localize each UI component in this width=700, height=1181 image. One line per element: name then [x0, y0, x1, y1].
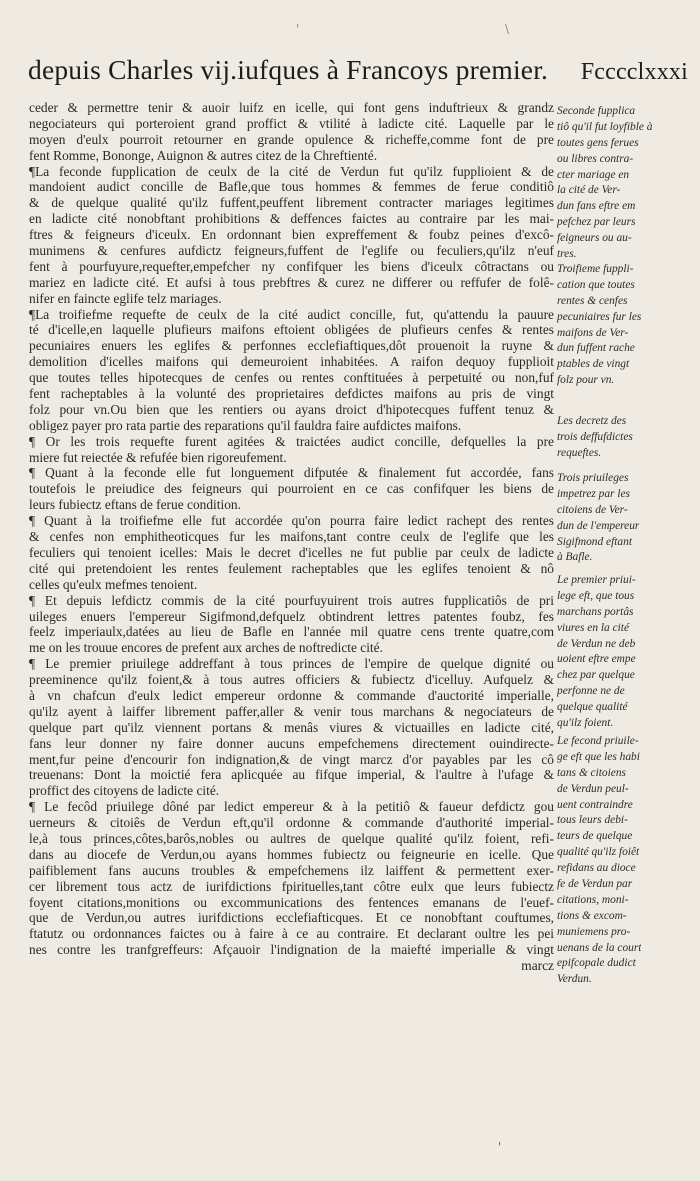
margin-note-line: tres.	[557, 248, 577, 261]
margin-note-line: tiô qu'il fut loyfible à	[557, 120, 653, 133]
margin-note-line: uoient eftre empe	[557, 653, 636, 666]
margin-note-line: cation que toutes	[557, 278, 635, 291]
text-line: té d'icelle,en laquelle plufieurs maifons eftoient obligées de plufieurs cenfes & rentes	[29, 322, 554, 338]
text-line: miere fut reiectée & refufée bien rigoreufement.	[29, 449, 287, 465]
text-line: ceder & permettre tenir & auoir luifz en icelle, qui font gens induftrieux & grandz	[29, 100, 554, 115]
margin-note-line: Le fecond priuile-	[557, 735, 639, 747]
main-text-column	[29, 100, 554, 974]
margin-note	[557, 104, 652, 263]
text-line: proffict des citoyens de ladicte cité.	[29, 783, 220, 799]
margin-note-line: tions & excom-	[557, 909, 627, 922]
text-line: leurs fubiectz eftans de ferue condition.	[29, 497, 241, 513]
margin-note-line: Verdun.	[557, 973, 592, 986]
text-line: en ladicte cité nonobftant prohibitions & deffences faictes au contraire par les mai-	[29, 211, 554, 227]
margin-note-line: citoiens de Ver-	[557, 503, 628, 516]
margin-note-line: ou libres contra-	[557, 152, 634, 165]
text-line: feelz imperiaulx,datées au lieu de Bafle en l'année mil quatre cens trente quatre,com	[29, 624, 554, 640]
margin-note-line: refidans au dioce	[557, 862, 636, 875]
margin-note-line: de Verdun ne deb	[557, 637, 636, 650]
margin-note-line: dun fans eftre em	[557, 200, 636, 213]
margin-note	[557, 414, 633, 462]
margin-note-line: ge eft que les habi	[557, 750, 640, 763]
text-line: paifiblement fans aucuns troubles & empefchemens ilz laiffent & permettent exer-	[29, 862, 554, 878]
text-line: obligez payer pro rata partie des reparations qu'il fauldra faire aufdictes maifons.	[29, 417, 462, 433]
margin-note-line: requeftes.	[557, 446, 602, 459]
text-line: ftres & feigneurs d'iceulx. En ordonnant bien expreffement & foubz peines d'excô-	[29, 227, 554, 243]
text-line: ¶ Or les trois requefte furent agitées & traictées audict concille, defquelles la pre	[29, 433, 554, 449]
text-line: quelque part qu'ilz viennent portans & menâs viures & victuailles en ladicte cité,	[29, 719, 554, 735]
margin-note-line: teurs de quelque	[557, 830, 633, 843]
margin-note-line: uent contraindre	[557, 798, 633, 811]
text-line: à vn chafcun d'eulx ledict empereur ordonne & commande d'auctorité imperialle,	[29, 687, 554, 703]
text-line: marcz	[521, 958, 554, 974]
margin-note-line: quelque qualité	[557, 701, 628, 714]
margin-note-line: folz pour vn.	[557, 374, 615, 387]
margin-note-line: marchans portâs	[557, 605, 634, 618]
margin-note-line: Troifieme fuppli-	[557, 263, 634, 275]
margin-note-line: Sigifmond eftant	[557, 535, 632, 548]
margin-note-line: dun de l'empereur	[557, 519, 640, 532]
text-line: que toutes telles hipotecques de cenfes ou rentes conftituées à perpetuité ou non,fuf	[29, 370, 554, 386]
margin-note-line: trois deffufdictes	[557, 430, 633, 443]
margin-note-line: à Bafle.	[557, 551, 593, 564]
text-line: ftatutz ou ordonnances faictes ou à faire à ce au contraire. Et declarant oultre les pei	[29, 926, 554, 942]
text-line: ¶ Le fecôd priuilege dôné par ledict empereur & à la petitiô & faueur defdictz gou	[29, 799, 554, 815]
bottom-mark: '	[498, 1140, 502, 1154]
text-line: que de Verdun,ou autres iurifdictions ecclefiafticques. Et ce nonobftant couftumes,	[29, 910, 554, 926]
running-head	[28, 54, 688, 86]
text-line: uileges enuers l'empereur Sigifmond,defquelz obtindrent lettres patentes foubz, fes	[29, 608, 554, 624]
margin-note-line: ptables de vingt	[557, 358, 630, 371]
corner-mark-right: \	[505, 22, 510, 36]
margin-note-line: tans & citoiens	[557, 766, 626, 779]
text-line: toutefois le preiudice des feigneurs qui pourroient en ce cas confifquer les biens de	[29, 481, 554, 497]
text-line: cer librement tous actz de iurifdictions fpirituelles,tant côtre eulx que leurs fubiectz	[29, 878, 554, 894]
text-line: moyen d'eulx pourroit retourner en grande opulence & richeffe,comme font de pre	[29, 131, 554, 147]
text-line: mariez en ladicte cité. Et aufsi à tous prebftres & curez ne differer ou reffufer de folê-	[29, 274, 554, 290]
margin-note-line: epifcopale dudict	[557, 957, 636, 970]
margin-note-line: toutes gens ferues	[557, 136, 639, 149]
margin-note-line: chez par quelque	[557, 669, 635, 682]
margin-note	[557, 734, 641, 988]
margin-note-line: rentes & cenfes	[557, 294, 628, 307]
margin-note-line: pefchez par leurs	[557, 216, 636, 229]
margin-note-line: maifons de Ver-	[557, 326, 629, 339]
text-line: mandoient audict concille de Bafle,que tous hommes & femmes de ferue conditiô	[29, 179, 554, 195]
margin-note-line: tous leurs debi-	[557, 814, 628, 827]
margin-note-line: fe de Verdun par	[557, 878, 633, 891]
text-line: celles qu'eulx mefmes tenoient.	[29, 576, 198, 592]
text-line: me on les trouue encores de prefent aux arches de noftredicte cité.	[29, 640, 383, 656]
text-line: demolition d'icelles maifons qui demeuroient inhabitées. A raifon dequoy fupplioit	[29, 354, 554, 370]
text-line: nifer en faincte eglife telz mariages.	[29, 290, 222, 306]
text-line: folz pour vn.Ou bien que les rentiers ou ayans droict d'hipotecques fuffent tenuz &	[29, 401, 554, 417]
margin-note-line: uenans de la court	[557, 941, 642, 954]
margin-note-line: la cité de Ver-	[557, 184, 621, 197]
text-line: qu'ilz ayent à laiffer librement paffer,aller & venir tous marchans & negociateurs de	[29, 703, 554, 719]
margin-note-line: de Verdun peul-	[557, 782, 629, 795]
margin-note-line: citations, moni-	[557, 893, 629, 906]
margin-note-line: qualité qu'ilz foiêt	[557, 846, 640, 859]
margin-note-line: dun fuffent rache	[557, 342, 635, 355]
text-line: feculiers qui tenoient icelles: Mais le decret d'icelles ne fut publie par ceulx de ladicte	[29, 544, 554, 560]
text-line: ¶La troifiefme requefte de ceulx de la cité audict concille, fut, qu'attendu la pauure	[29, 306, 554, 322]
text-line: negociateurs qui porteroient grand proffict & vtilité à ladicte cité. Laquelle par le	[29, 115, 554, 131]
folio-number: Fcccclxxxi	[580, 59, 688, 85]
margin-note-line: viures en la cité	[557, 621, 630, 634]
text-line: ¶ Le premier priuilege addreffant à tous princes de l'empire de quelque dignité ou	[29, 656, 554, 672]
margin-note-line: pecuniaires fur les	[557, 310, 642, 323]
margin-note	[557, 471, 639, 566]
margin-note-line: Les decretz des	[557, 415, 627, 427]
text-line: fent à pourfuyure,requefter,empefcher ny confifquer les biens d'iceulx côtractans ou	[29, 258, 554, 274]
text-line: ¶La feconde fupplication de ceulx de la cité de Verdun fut qu'ilz fupplioient & de	[29, 163, 554, 179]
text-line: dans au diocefe de Verdun,ou ayans hommes fubiectz ou feigneurie en icelle. Que	[29, 846, 554, 862]
margin-note-line: feigneurs ou au-	[557, 232, 632, 245]
text-line: fans leur donner ny faire donner aucuns empefchemens directement ouindirecte-	[29, 735, 554, 751]
text-line: ¶ Et depuis lefdictz commis de la cité pourfuyuirent trois autres fupplicatiôs de pri	[29, 592, 554, 608]
text-line: ¶ Quant à la feconde elle fut longuement difputée & finalement fut accordée, fans	[29, 465, 554, 481]
margin-note-line: lege eft, que tous	[557, 589, 635, 602]
text-line: treuenans: Dont la moictié fera aplicquée au fifque imperial, & l'aultre à l'ufage &	[29, 767, 554, 783]
text-line: uerneurs & citoiês de Verdun eft,qu'il ordonne & commande d'authorité imperial-	[29, 815, 554, 831]
text-line: pecuniaires enuers les eglifes & perfonnes ecclefiaftiques,dôt prouenoit la ruyne &	[29, 338, 554, 354]
text-line: & cenfes non emphitheoticques fur les maifons,tant contre ceulx de l'eglife que les	[29, 529, 554, 545]
margin-note-line: Seconde fupplica	[557, 105, 636, 117]
margin-note-line: Le premier priui-	[557, 574, 636, 586]
text-line: munimens & cenfures aufdictz feigneurs,fuffent de l'eglife ou feculiers,qu'ilz n'euf	[29, 243, 554, 259]
text-line: & de quelque qualité qu'ilz fuffent,peuffent librement contracter mariages legitimes	[29, 195, 554, 211]
margin-note-line: cter mariage en	[557, 168, 630, 181]
text-line: fent racheptables à la volunté des proprietaires defdictes maifons au pris de vingt	[29, 386, 554, 402]
margin-note	[557, 573, 636, 732]
text-line: fent Romme, Bononge, Auignon & autres citez de la Chreftienté.	[29, 147, 378, 163]
running-head-title: depuis Charles vij.iufques à Francoys premier.	[28, 54, 549, 85]
corner-mark-left: '	[296, 22, 300, 36]
text-line: foyent citations,monitions ou excommunications des fentences emanans de l'euef-	[29, 894, 554, 910]
margin-note-line: Trois priuileges	[557, 472, 629, 484]
text-line: ¶ Quant à la troifiefme elle fut accordée qu'on pourra faire ledict rachept des rentes	[29, 513, 554, 529]
text-line: nes contre les tranfgreffeurs: Afçauoir l'indignation de la maiefté imperialle & vingt	[29, 942, 554, 958]
margin-note-line: impetrez par les	[557, 487, 630, 500]
text-line: le,à tous princes,côtes,barôs,nobles ou aultres de quelque qualité qu'ilz foient, refi-	[29, 830, 554, 846]
margin-note-line: qu'ilz foient.	[557, 717, 614, 730]
text-line: ment,fur peine d'encourir fon indignation,& de vingt marcz d'or payables par les cô	[29, 751, 554, 767]
margin-note-line: muniemens pro-	[557, 925, 631, 938]
margin-note-line: perfonne ne de	[557, 685, 625, 698]
margin-note	[557, 262, 641, 389]
text-line: preeminence qu'ilz foient,& à tous autres officiers & fubiectz d'icelluy. Aufquelz &	[29, 672, 554, 688]
text-line: cité qui pretendoient les rentes feulement racheptables que les eglifes tenoient & nô	[29, 560, 554, 576]
